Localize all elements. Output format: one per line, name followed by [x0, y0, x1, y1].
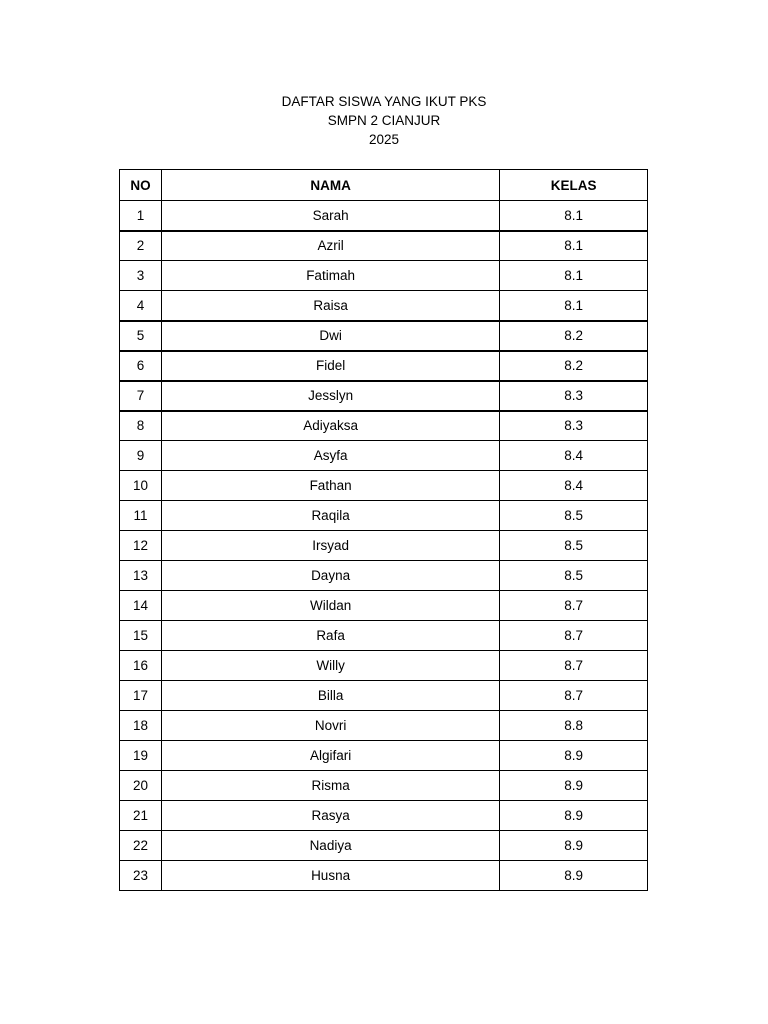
table-header-row: [120, 170, 648, 201]
cell-nama: Fatimah: [161, 261, 499, 291]
cell-no: 13: [120, 561, 162, 591]
cell-no: 9: [120, 441, 162, 471]
cell-no: 7: [120, 381, 162, 411]
cell-nama: Fathan: [161, 471, 499, 501]
cell-nama: Irsyad: [161, 531, 499, 561]
table-row: [120, 501, 648, 531]
table-row: [120, 381, 648, 411]
cell-kelas: 8.9: [500, 861, 648, 891]
table-row: [120, 861, 648, 891]
cell-no: 3: [120, 261, 162, 291]
cell-nama: Risma: [161, 771, 499, 801]
cell-nama: Sarah: [161, 201, 499, 231]
cell-nama: Jesslyn: [161, 381, 499, 411]
table-row: [120, 561, 648, 591]
cell-nama: Novri: [161, 711, 499, 741]
table-row: [120, 441, 648, 471]
cell-no: 2: [120, 231, 162, 261]
cell-kelas: 8.1: [500, 231, 648, 261]
table-row: [120, 291, 648, 321]
table-row: [120, 411, 648, 441]
cell-nama: Nadiya: [161, 831, 499, 861]
table-row: [120, 351, 648, 381]
table-row: [120, 591, 648, 621]
table-row: [120, 261, 648, 291]
document-header: [0, 92, 768, 149]
cell-no: 1: [120, 201, 162, 231]
cell-no: 15: [120, 621, 162, 651]
document-year: 2025: [368, 132, 400, 147]
cell-nama: Willy: [161, 651, 499, 681]
table-body: [120, 201, 648, 891]
cell-nama: Wildan: [161, 591, 499, 621]
cell-kelas: 8.9: [500, 831, 648, 861]
cell-no: 20: [120, 771, 162, 801]
cell-kelas: 8.9: [500, 771, 648, 801]
cell-no: 11: [120, 501, 162, 531]
table-row: [120, 681, 648, 711]
document-title: DAFTAR SISWA YANG IKUT PKS: [281, 94, 487, 109]
cell-no: 23: [120, 861, 162, 891]
cell-kelas: 8.7: [500, 651, 648, 681]
cell-nama: Fidel: [161, 351, 499, 381]
cell-nama: Raisa: [161, 291, 499, 321]
school-name: SMPN 2 CIANJUR: [327, 113, 441, 128]
column-header-nama: NAMA: [161, 170, 499, 201]
cell-kelas: 8.9: [500, 741, 648, 771]
cell-kelas: 8.2: [500, 351, 648, 381]
cell-kelas: 8.1: [500, 201, 648, 231]
table-row: [120, 621, 648, 651]
cell-no: 14: [120, 591, 162, 621]
cell-nama: Rafa: [161, 621, 499, 651]
cell-kelas: 8.1: [500, 291, 648, 321]
cell-nama: Dayna: [161, 561, 499, 591]
cell-kelas: 8.5: [500, 501, 648, 531]
table-row: [120, 231, 648, 261]
cell-no: 5: [120, 321, 162, 351]
column-header-kelas: KELAS: [500, 170, 648, 201]
cell-kelas: 8.3: [500, 381, 648, 411]
cell-no: 17: [120, 681, 162, 711]
cell-no: 8: [120, 411, 162, 441]
cell-kelas: 8.5: [500, 561, 648, 591]
table-row: [120, 651, 648, 681]
cell-kelas: 8.3: [500, 411, 648, 441]
cell-kelas: 8.7: [500, 591, 648, 621]
cell-no: 19: [120, 741, 162, 771]
table-row: [120, 471, 648, 501]
table-row: [120, 321, 648, 351]
cell-nama: Azril: [161, 231, 499, 261]
cell-kelas: 8.2: [500, 321, 648, 351]
table-row: [120, 741, 648, 771]
cell-kelas: 8.8: [500, 711, 648, 741]
cell-nama: Husna: [161, 861, 499, 891]
cell-kelas: 8.1: [500, 261, 648, 291]
cell-kelas: 8.5: [500, 531, 648, 561]
student-table: [119, 169, 648, 891]
cell-nama: Dwi: [161, 321, 499, 351]
column-header-no: NO: [120, 170, 162, 201]
cell-no: 22: [120, 831, 162, 861]
cell-no: 16: [120, 651, 162, 681]
table-row: [120, 831, 648, 861]
cell-nama: Raqila: [161, 501, 499, 531]
cell-nama: Algifari: [161, 741, 499, 771]
table-row: [120, 801, 648, 831]
table-row: [120, 531, 648, 561]
cell-no: 21: [120, 801, 162, 831]
table-row: [120, 711, 648, 741]
cell-kelas: 8.4: [500, 441, 648, 471]
cell-kelas: 8.7: [500, 621, 648, 651]
cell-nama: Billa: [161, 681, 499, 711]
cell-no: 4: [120, 291, 162, 321]
table-row: [120, 771, 648, 801]
cell-kelas: 8.9: [500, 801, 648, 831]
table-row: [120, 201, 648, 231]
cell-no: 18: [120, 711, 162, 741]
cell-nama: Adiyaksa: [161, 411, 499, 441]
cell-kelas: 8.7: [500, 681, 648, 711]
cell-kelas: 8.4: [500, 471, 648, 501]
cell-nama: Asyfa: [161, 441, 499, 471]
cell-nama: Rasya: [161, 801, 499, 831]
cell-no: 12: [120, 531, 162, 561]
cell-no: 6: [120, 351, 162, 381]
cell-no: 10: [120, 471, 162, 501]
